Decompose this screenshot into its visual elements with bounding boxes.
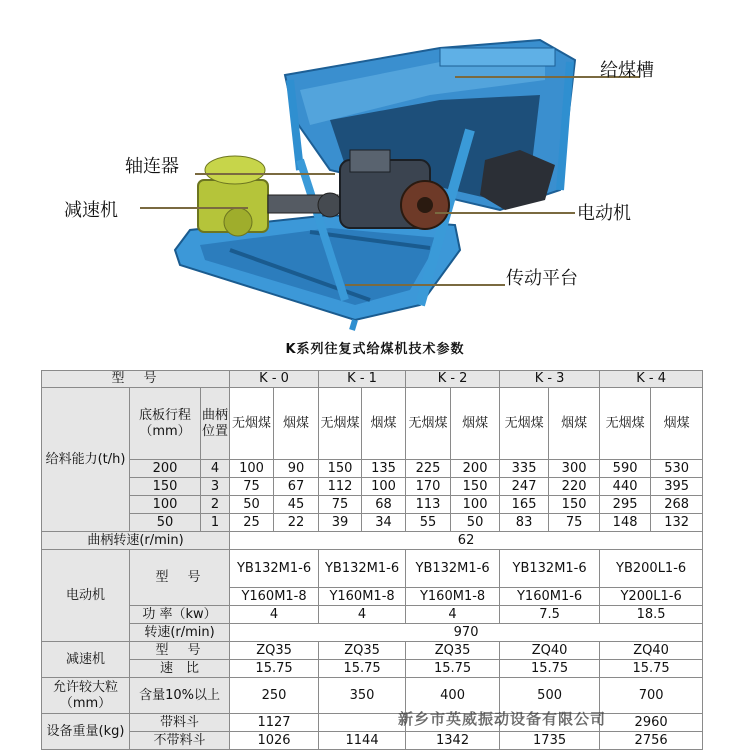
capacity-label: 给料能力(t/h) — [42, 388, 130, 532]
lump-size-label: 允许较大粒（mm） — [42, 678, 130, 714]
without-hopper-value: 1026 — [230, 732, 319, 750]
bituminous-header: 烟煤 — [651, 388, 703, 460]
reducer-model-value: ZQ40 — [500, 642, 600, 660]
motor-model-b: Y160M1-8 — [406, 588, 500, 606]
label-drive-platform: 传动平台 — [506, 268, 578, 289]
lump-size-value: 700 — [600, 678, 703, 714]
capacity-value: 135 — [362, 460, 406, 478]
reducer-model-value: ZQ35 — [319, 642, 406, 660]
spec-table — [41, 370, 703, 750]
motor-model-a: YB200L1-6 — [600, 550, 703, 588]
ratio-value: 15.75 — [500, 660, 600, 678]
capacity-value: 100 — [362, 478, 406, 496]
capacity-value: 22 — [274, 514, 319, 532]
model-3: K - 3 — [500, 371, 600, 388]
capacity-value: 150 — [319, 460, 362, 478]
capacity-value: 220 — [549, 478, 600, 496]
table-row — [42, 732, 703, 750]
model-header: 型 号 — [42, 371, 230, 388]
motor-label: 电动机 — [42, 550, 130, 642]
stroke-value: 150 — [130, 478, 201, 496]
table-row — [42, 496, 703, 514]
reducer-label: 减速机 — [42, 642, 130, 678]
capacity-value: 100 — [451, 496, 500, 514]
capacity-value: 112 — [319, 478, 362, 496]
power-value: 4 — [406, 606, 500, 624]
anthracite-header: 无烟煤 — [600, 388, 651, 460]
capacity-value: 75 — [319, 496, 362, 514]
capacity-value: 132 — [651, 514, 703, 532]
capacity-value: 590 — [600, 460, 651, 478]
anthracite-header: 无烟煤 — [500, 388, 549, 460]
power-value: 4 — [230, 606, 319, 624]
model-4: K - 4 — [600, 371, 703, 388]
stroke-header: 底板行程（mm） — [130, 388, 201, 460]
capacity-value: 45 — [274, 496, 319, 514]
capacity-value: 75 — [549, 514, 600, 532]
table-title: K系列往复式给煤机技术参数 — [285, 342, 465, 357]
motor-speed-value: 970 — [230, 624, 703, 642]
label-feed-trough: 给煤槽 — [600, 60, 654, 81]
label-coupling: 轴连器 — [125, 156, 179, 177]
lump-size-value: 500 — [500, 678, 600, 714]
power-value: 7.5 — [500, 606, 600, 624]
with-hopper-value — [319, 714, 406, 732]
stroke-value: 50 — [130, 514, 201, 532]
capacity-value: 50 — [451, 514, 500, 532]
without-hopper-value: 1735 — [500, 732, 600, 750]
lump-size-value: 250 — [230, 678, 319, 714]
capacity-value: 100 — [230, 460, 274, 478]
table-row — [42, 460, 703, 478]
crank-position-value: 1 — [201, 514, 230, 532]
capacity-value: 300 — [549, 460, 600, 478]
table-row — [42, 660, 703, 678]
motor-model-b: Y160M1-6 — [500, 588, 600, 606]
capacity-value: 39 — [319, 514, 362, 532]
model-2: K - 2 — [406, 371, 500, 388]
with-hopper-label: 带料斗 — [130, 714, 230, 732]
model-1: K - 1 — [319, 371, 406, 388]
capacity-value: 170 — [406, 478, 451, 496]
capacity-value: 50 — [230, 496, 274, 514]
capacity-value: 148 — [600, 514, 651, 532]
table-row — [42, 478, 703, 496]
capacity-value: 150 — [549, 496, 600, 514]
crank-position-header: 曲柄位置 — [201, 388, 230, 460]
table-row — [42, 514, 703, 532]
power-value: 18.5 — [600, 606, 703, 624]
crank-position-value: 3 — [201, 478, 230, 496]
bituminous-header: 烟煤 — [274, 388, 319, 460]
capacity-value: 440 — [600, 478, 651, 496]
capacity-value: 113 — [406, 496, 451, 514]
capacity-value: 90 — [274, 460, 319, 478]
lump-condition: 含量10%以上 — [130, 678, 230, 714]
capacity-value: 83 — [500, 514, 549, 532]
without-hopper-value: 1342 — [406, 732, 500, 750]
table-row — [42, 388, 703, 460]
motor-model-a: YB132M1-6 — [500, 550, 600, 588]
table-row — [42, 550, 703, 588]
with-hopper-value: 1127 — [230, 714, 319, 732]
table-row — [42, 624, 703, 642]
reducer-model-value: ZQ35 — [230, 642, 319, 660]
capacity-value: 395 — [651, 478, 703, 496]
capacity-value: 75 — [230, 478, 274, 496]
table-row — [42, 606, 703, 624]
ratio-value: 15.75 — [406, 660, 500, 678]
lump-size-value: 350 — [319, 678, 406, 714]
crank-position-value: 2 — [201, 496, 230, 514]
reducer-model-value: ZQ40 — [600, 642, 703, 660]
motor-model-a: YB132M1-6 — [319, 550, 406, 588]
bituminous-header: 烟煤 — [549, 388, 600, 460]
reducer-model-value: ZQ35 — [406, 642, 500, 660]
ratio-value: 15.75 — [319, 660, 406, 678]
motor-model-a: YB132M1-6 — [406, 550, 500, 588]
with-hopper-value: 2960 — [600, 714, 703, 732]
motor-model-a: YB132M1-6 — [230, 550, 319, 588]
watermark: 新乡市英威振动设备有限公司 — [398, 710, 607, 728]
motor-model-label: 型 号 — [130, 550, 230, 606]
table-row — [42, 371, 703, 388]
without-hopper-value: 2756 — [600, 732, 703, 750]
label-motor: 电动机 — [577, 203, 631, 224]
anthracite-header: 无烟煤 — [406, 388, 451, 460]
table-row — [42, 532, 703, 550]
crank-speed-label: 曲柄转速(r/min) — [42, 532, 230, 550]
label-reducer: 减速机 — [64, 200, 118, 221]
model-0: K - 0 — [230, 371, 319, 388]
capacity-value: 247 — [500, 478, 549, 496]
table-row — [42, 642, 703, 660]
capacity-value: 200 — [451, 460, 500, 478]
motor-model-b: Y200L1-6 — [600, 588, 703, 606]
reducer-model-label: 型 号 — [130, 642, 230, 660]
stroke-value: 200 — [130, 460, 201, 478]
crank-speed-value: 62 — [230, 532, 703, 550]
capacity-value: 34 — [362, 514, 406, 532]
capacity-value: 150 — [451, 478, 500, 496]
weight-label: 设备重量(kg) — [42, 714, 130, 750]
capacity-value: 165 — [500, 496, 549, 514]
crank-position-value: 4 — [201, 460, 230, 478]
lump-size-value: 400 — [406, 678, 500, 714]
feeder-machine-illustration — [0, 0, 750, 335]
capacity-value: 295 — [600, 496, 651, 514]
anthracite-header: 无烟煤 — [319, 388, 362, 460]
capacity-value: 530 — [651, 460, 703, 478]
power-value: 4 — [319, 606, 406, 624]
capacity-value: 55 — [406, 514, 451, 532]
capacity-value: 225 — [406, 460, 451, 478]
bituminous-header: 烟煤 — [362, 388, 406, 460]
without-hopper-label: 不带料斗 — [130, 732, 230, 750]
ratio-value: 15.75 — [230, 660, 319, 678]
motor-model-b: Y160M1-8 — [319, 588, 406, 606]
capacity-value: 67 — [274, 478, 319, 496]
capacity-value: 268 — [651, 496, 703, 514]
capacity-value: 25 — [230, 514, 274, 532]
capacity-value: 68 — [362, 496, 406, 514]
motor-speed-label: 转速(r/min) — [130, 624, 230, 642]
ratio-label: 速 比 — [130, 660, 230, 678]
motor-model-b: Y160M1-8 — [230, 588, 319, 606]
anthracite-header: 无烟煤 — [230, 388, 274, 460]
reducer — [198, 156, 268, 236]
stroke-value: 100 — [130, 496, 201, 514]
capacity-value: 335 — [500, 460, 549, 478]
power-label: 功 率（kw） — [130, 606, 230, 624]
without-hopper-value: 1144 — [319, 732, 406, 750]
bituminous-header: 烟煤 — [451, 388, 500, 460]
ratio-value: 15.75 — [600, 660, 703, 678]
